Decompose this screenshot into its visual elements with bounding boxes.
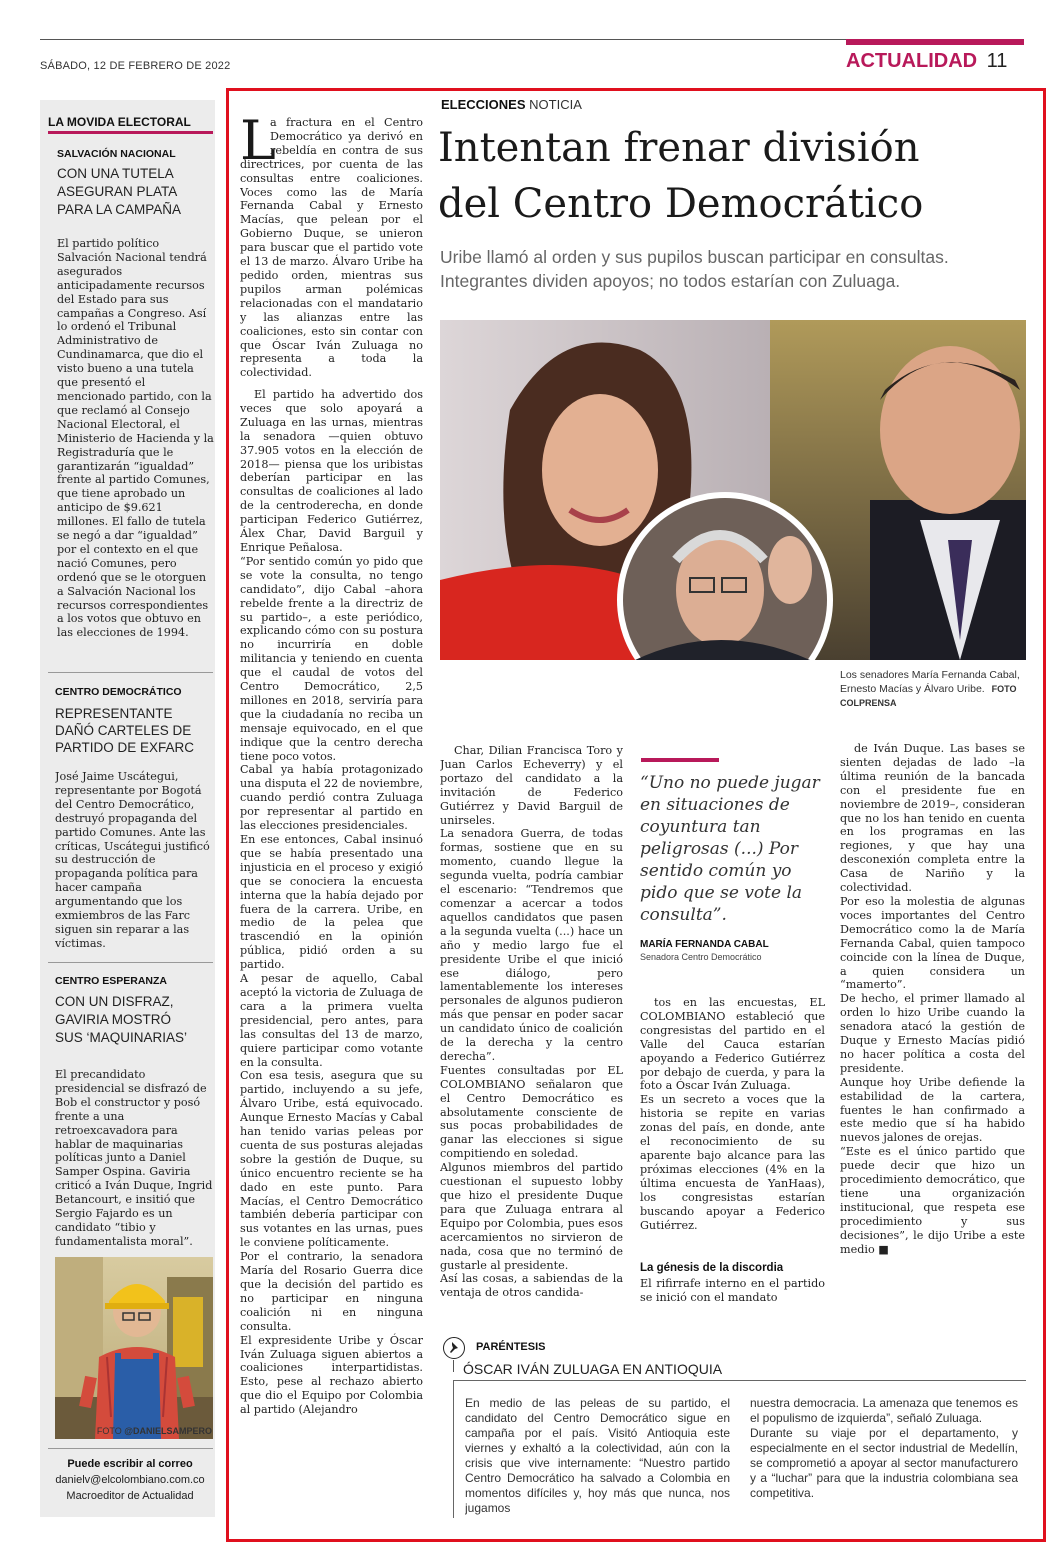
sidebar-item-headline: CON UN DISFRAZ, GAVIRIA MOSTRÓ SUS ‘MAQUINARIAS’	[55, 994, 188, 1045]
article-subhead: La génesis de la discordia	[640, 1262, 784, 1274]
sidebar-photo-credit-label: FOTO	[96, 1426, 122, 1436]
sidebar-title: LA MOVIDA ELECTORAL	[48, 115, 191, 129]
parenthesis-bracket-top	[453, 1360, 454, 1372]
article-col2: Char, Dilian Francisca Toro y Juan Carlos Echeverry) y el portazo del candidato a la invitación de Federico Gutiérrez y David Barguil de unirseles. La senadora Guerra, de todas formas, sostiene que en su momento, cuando llegue la segunda vuelta, podría cambiar el escenario: “Tendremos que comenzar a acercar a todos aquellos candidatos que pasen a la segunda vuelta (...) hace un año y medio largo fue el presidente Uribe el que inició ese diálogo, pero lamentablemente los intereses personales de algunos pudieron más que pensar en poder sacar un candidato único de coalición de la derecha y la centro derecha”. Fuentes consultadas por EL COLOMBIANO señalaron que el Centro Democrático es absolutamente consciente de sus pocas probabilidades de ganar las elecciones si sigue compitiendo en soledad. Algunos miembros del partido cuestionan el supuesto lobby que hizo el presidente Duque para que Zuluaga entrara al Equipo por Colombia, pues esos acercamientos no sirvieron de nada, cosa que no terminó de gustarle al presidente. Así las cosas, a sabiendas de la ventaja de otros candida-	[440, 744, 623, 1300]
article-col1-body: El partido ha advertido dos veces que solo apoyará a Zuluaga en las urnas, mientras la senadora —quien obtuvo 37.905 votos en la elección de 2018— piensa que los uribistas deberían participar en las consultas de coaliciones al lado de la centroderecha, en donde participan Federico Gutiérrez, Álex Char, David Barguil y Enrique Peñalosa. “Por sentido común yo pido que se vote la consulta, no tengo candidato”, dijo Cabal –ahora rebelde frente a la directriz de su partido–, a este periódico, explicando cómo con su postura no incurriría en doble militancia y teniendo en cuenta que el caudal de votos del Centro Democrático, 2,5 millones en 2018, serviría para que la ciudadanía no reciba un mensaje equivocado, en el que indique que la centro derecha tiene poco votos. Cabal ya había protagonizado una disputa el 22 de noviembre, cuando perdió contra Zuluaga por representar al partido en las elecciones presidenciales. En ese entonces, Cabal insinuó que se había presentado una injusticia en el proceso y exigió que se conociera la encuesta interna que la había dejado por fuera de la carrera. Uribe, en medio de la pelea que trascendió en la opinión pública, pidió orden a su partido. A pesar de aquello, Cabal aceptó la victoria de Zuluaga de cara a la primera vuelta presidencial, pero antes, para las consultas del 13 de marzo, quiere participar como votante en la consulta. Con esa tesis, asegura que su partido, incluyendo a su jefe, Álvaro Uribe, está equivocado. Aunque Ernesto Macías y Cabal han tenido varias peleas por cuenta de sus posturas alejadas sobre la gestión de Duque, su único encuentro reciente se ha dado en este punto. Para Macías, el Centro Democrático también debería participar con sus votantes en las urnas, pues le conviene políticamente. Por el contrario, la senadora María del Rosario Guerra dice que la decisión del partido es no participar en ninguna coalición ni en ninguna consulta. El expresidente Uribe y Óscar Iván Zuluaga siguen abiertos a coaliciones interpartidistas. Esto, pese al rechazo abierto que dio el Equipo por Colombia al partido (Alejandro	[240, 388, 423, 1417]
parenthesis-col2: nuestra democracia. La amenaza que tenemos es el populismo de izquierda”, señaló Zuluaga. Durante su viaje por el departamento, y especialmente en el sector industrial de Medellín, se comprometió a apoyar al sector manufacturero y a “luchar” para que la industria colombiana sea competitiva.	[750, 1396, 1018, 1500]
parenthesis-icon	[443, 1337, 465, 1359]
article-kicker	[441, 97, 582, 112]
sidebar-item-body: El precandidato presidencial se disfrazó de Bob el constructor y posó frente a una retroexcavadora para hablar de maquinarias políticas junto a Daniel Samper Ospina. Gaviria criticó a Iván Duque, Ingrid Betancourt, e insitió que Sergio Fajardo es un candidato “tibio y fundamentalista moral”.	[55, 1068, 213, 1248]
article-deck: Uribe llamó al orden y sus pupilos buscan participar en consultas. Integrantes dividen apoyos; no todos estarían con Zuluaga.	[440, 247, 949, 291]
contact-email[interactable]: danielv@elcolombiano.com.co	[55, 1474, 205, 1486]
dropcap: L	[240, 109, 276, 172]
construction-worker-photo	[55, 1257, 213, 1439]
sidebar-item-body: El partido político Salvación Nacional tendrá asegurados anticipadamente recursos del Estado para sus campañas a Congreso. Así lo ordenó el Tribunal Administrativo de Cundinamarca, que dio el visto bueno a una tutela que presentó el mencionado partido, con la que reclamó al Consejo Nacional Electoral, el Ministerio de Hacienda y la Registraduría que le garantizarán “igualdad” frente al partido Comunes, que tiene aprobado un anticipo de $9.621 millones. El fallo de tutela se negó a dar “igualdad” por el contexto en el que nació Comunes, pero ordenó que se le otorguen a Salvación Nacional los recursos correspondientes a los votos que obtuvo en las elecciones de 1994.	[57, 237, 214, 640]
sidebar-item-headline: REPRESENTANTE DAÑÓ CARTELES DE PARTIDO DE EXFARC	[55, 706, 195, 755]
article-headline-line1: Intentan frenar división	[438, 125, 920, 171]
contact-role: Macroeditor de Actualidad	[66, 1490, 194, 1502]
article-kicker-section: ELECCIONES	[441, 97, 526, 112]
photo-caption-text: Los senadores María Fernanda Cabal, Ernesto Macías y Álvaro Uribe.	[840, 669, 1020, 695]
pin-icon	[447, 1341, 461, 1355]
parenthesis-col1: En medio de las peleas de su partido, el candidato del Centro Democrático sigue en campaña por el país. Visitó Antioquia este viernes y exhaltó a la colectividad, aún con la crisis que vive internamente: “Nuestro partido Centro Democrático ha salvado a Colombia en momentos difíciles y, hoy más que nunca, nos jugamos	[465, 1396, 730, 1515]
article-col4: de Iván Duque. Las bases se sienten dejadas de lado –la última reunión de la bancada con el presidente fue en noviembre de 2019–, consideran que no los han tenido en cuenta en los programas en las regiones, y que hay una desconexión completa entre la Casa de Nariño y la colectividad. Por eso la molestia de algunas voces importantes del Centro Democrático como la de María Fernanda Cabal, quien tampoco coincide con la línea de Duque, a quien considera un “mamerto”. De hecho, el primer llamado al orden lo hizo Uribe cuando la senadora atacó la gestión de Duque y Ernesto Macías pidió no hacer política a costa del presidente. Aunque hoy Uribe defiende la estabilidad de la cartera, fuentes le han confirmado a este medio que sí ha habido nuevos jalones de orejas. “Este es el único partido que puede decir que hizo un procedimiento democrático, que tiene una organización institucional, que respeta ese procedimiento y sus decisiones”, le dijo Uribe a este medio ■	[840, 742, 1025, 1256]
quote-rule	[641, 758, 719, 762]
senators-photo	[440, 320, 1026, 660]
sidebar-item-body: José Jaime Uscátegui, representante por Bogotá del Centro Democrático, destruyó propaganda del partido Comunes. Ante las críticas, Uscátegui justificó su destrucción de propaganda política para hacer campaña argumentando que los exmiembros de las Farc siguen sin reparar a las víctimas.	[55, 770, 210, 950]
parenthesis-title: ÓSCAR IVÁN ZULUAGA EN ANTIOQUIA	[463, 1361, 723, 1377]
sidebar-item-kicker: CENTRO ESPERANZA	[55, 975, 168, 987]
sidebar-photo-credit-handle: @DANIELSAMPERO	[124, 1426, 212, 1436]
page-date: SÁBADO, 12 DE FEBRERO DE 2022	[40, 60, 231, 72]
pull-quote: “Uno no puede jugar en situaciones de coyuntura tan peligrosas (...) Por sentido común yo pido que se vote la consulta”.	[640, 773, 820, 925]
contact-title: Puede escribir al correo	[67, 1458, 193, 1470]
section-label: ACTUALIDAD	[846, 50, 978, 72]
section-name	[846, 50, 1007, 73]
article-col1-lead: a fractura en el Centro Democrático ya derivó en rebeldía en contra de sus directrices, por cuenta de las consultas entre coaliciones. Voces como las de María Fernanda Cabal y Ernesto Macías, que pelean por el Gobierno Duque, se unieron para buscar que el partido vote el 13 de marzo. Álvaro Uribe ha pedido orden, mientras sus pupilos arman polémicas relacionadas con el mandatario y las alianzas entre las coaliciones, esto sin contar con que Óscar Iván Zuluaga no representa a toda la colectividad.	[240, 116, 423, 380]
article-headline-line2: del Centro Democrático	[438, 181, 924, 227]
sidebar-item-kicker: CENTRO DEMOCRÁTICO	[55, 686, 182, 698]
sidebar-title-rule	[48, 131, 213, 134]
parenthesis-label: PARÉNTESIS	[476, 1341, 546, 1353]
article-col3: tos en las encuestas, EL COLOMBIANO estableció que congresistas del partido en el Valle del Cauca estarían apoyando a Federico Gutiérrez por debajo de cuerda, y para la foto a Óscar Iván Zuluaga. Es un secreto a voces que la historia se repite en varias zonas del país, en donde, ante el reconocimiento de su aparente bajo alcance para las próximas elecciones (4% en la última encuesta de YanHaas), los congresistas estarían buscando apoyar a Federico Gutiérrez.	[640, 996, 825, 1232]
quote-role: Senadora Centro Democrático	[640, 952, 762, 962]
article-photo	[440, 320, 1026, 660]
quote-author: MARÍA FERNANDA CABAL	[640, 939, 769, 950]
sidebar-divider	[48, 962, 213, 963]
sidebar-photo	[55, 1257, 213, 1439]
photo-caption-credit: FOTO COLPRENSA	[840, 684, 1017, 708]
sidebar-item-headline: CON UNA TUTELA ASEGURAN PLATA PARA LA CAMPAÑA	[57, 166, 182, 217]
sidebar-divider	[48, 1448, 213, 1449]
page-number: 11	[986, 50, 1008, 72]
sidebar-divider	[48, 672, 213, 673]
sidebar-item-kicker: SALVACIÓN NACIONAL	[57, 148, 176, 160]
parenthesis-rule	[453, 1380, 1026, 1381]
section-tab-bar	[846, 39, 1024, 45]
article-kicker-type: NOTICIA	[529, 97, 582, 112]
dropcap-spacer	[240, 116, 270, 156]
photo-caption	[840, 668, 1025, 710]
sidebar-photo-credit	[72, 1426, 212, 1436]
article-col3-after: El rifirrafe interno en el partido se inició con el mandato	[640, 1277, 825, 1304]
